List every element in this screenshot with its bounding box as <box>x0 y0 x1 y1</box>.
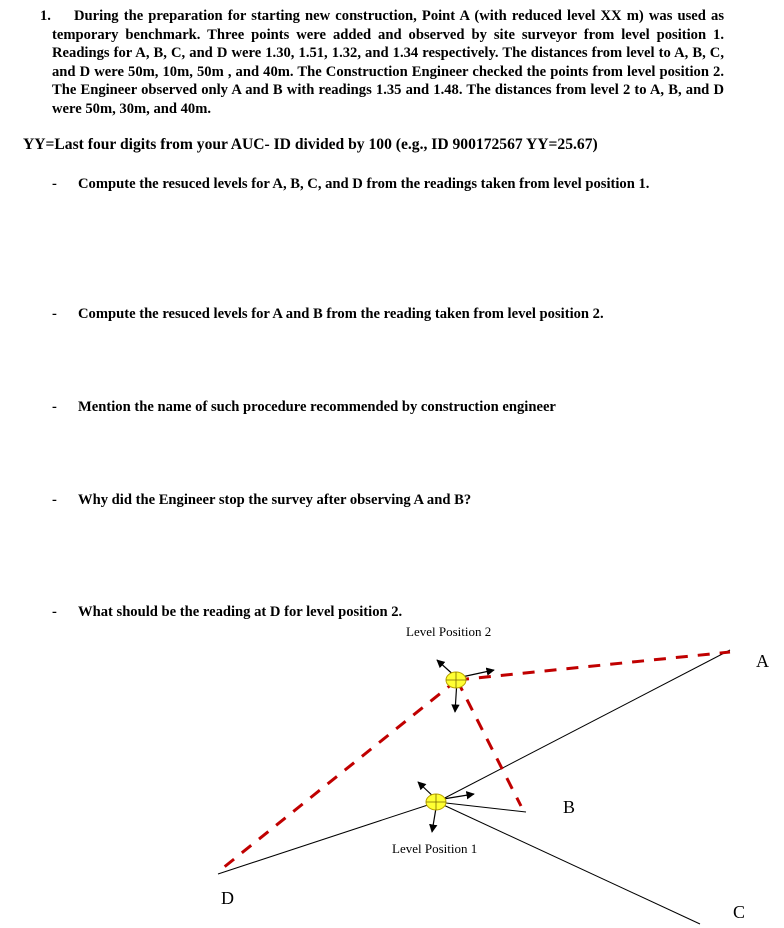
question-text: Compute the resuced levels for A and B from the reading taken from level position 2. <box>78 306 604 322</box>
point-b-label: B <box>563 797 576 817</box>
dashed-sight-lp2-to-a <box>457 652 730 680</box>
question-bullet: - <box>52 399 57 415</box>
question-bullet: - <box>52 604 57 620</box>
level-position-1-label: Level Position 1 <box>392 841 478 856</box>
question-text: What should be the reading at D for level position 2. <box>78 604 403 620</box>
question-bullet: - <box>52 306 57 322</box>
level-position-2-label: Level Position 2 <box>406 624 492 639</box>
sight-line-lp1-to-d <box>218 802 437 874</box>
yy-note: YY=Last four digits from your AUC- ID divided by 100 (e.g., ID 900172567 YY=25.67) <box>23 136 598 153</box>
level-position-1-instrument <box>426 794 446 810</box>
question-bullet: - <box>52 176 57 192</box>
point-a-label: A <box>756 651 769 671</box>
level-position-2-instrument <box>446 672 466 688</box>
problem-text: During the preparation for starting new construction, Point A (with reduced level XX m) was used as temporary benchmark. Three points were added and observed by site surveyor from level position 1. Readings for A, B, C, and D were 1.30, 1.51, 1.32, and 1.34 respectively. The distances from level to A, B, C, and D were 50m, 10m, 50m , and 40m. The Construction Engineer checked the points from level position 2. The Engineer observed only A and B with readings 1.35 and 1.48. The distances from level 2 to A, B, and D were 50m, 30m, and 40m. <box>52 8 724 117</box>
point-c-label: C <box>733 902 746 922</box>
sight-line-lp1-to-b <box>437 802 526 812</box>
question-text: Why did the Engineer stop the survey after observing A and B? <box>78 492 472 508</box>
point-d-label: D <box>221 888 234 908</box>
question-text: Compute the resuced levels for A, B, C, and D from the readings taken from level position 1. <box>78 176 650 192</box>
problem-number: 1. <box>40 8 51 24</box>
question-text: Mention the name of such procedure recommended by construction engineer <box>78 399 556 415</box>
question-bullet: - <box>52 492 57 508</box>
sight-line-lp1-to-c <box>437 802 700 924</box>
